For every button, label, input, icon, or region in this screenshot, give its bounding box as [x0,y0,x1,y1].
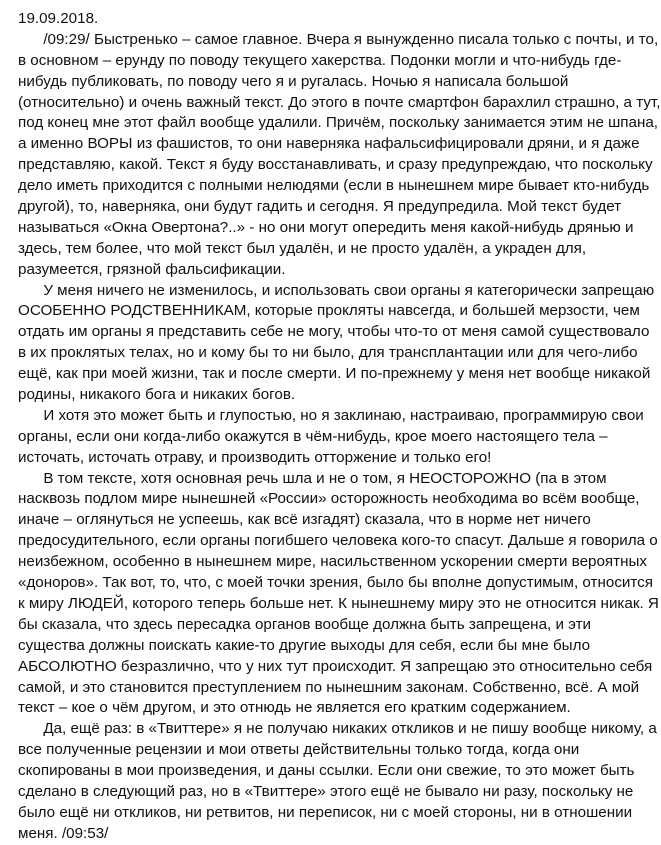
text-line: под конец мне этот файл вообще удалили. Причём, поскольку занимается этим не шпана, [18,114,659,132]
text-line: органы, если они когда-либо окажутся в чём-нибудь, крое моего настоящего тела – [18,427,608,445]
text-line: У меня ничего не изменилось, и использовать свои органы я категорически запрещаю [18,281,655,299]
text-line: в их проклятых телах, но и кому бы то ни было, для трансплантации или для чего-либо [18,344,638,362]
text-line: скопированы в мои произведения, и даны ссылки. Если они свежие, то это может быть [18,762,635,780]
text-line: дело иметь приходится с полными нелюдями (если в нынешнем мире бывает кто-нибудь [18,177,650,195]
text-line: нибудь публиковать, по поводу чего я и ругалась. Ночью я написала большой [18,72,569,90]
text-line: насквозь подлом мире нынешней «России» осторожность необходима во всём вообще, [18,490,640,508]
text-line: «доноров». Так вот, то, что, с моей точки зрения, было бы вполне допустимым, относится [18,574,653,592]
text-line: сделано в следующий раз, но в «Твиттере» этого ещё не бывало ни разу, поскольку не [18,782,634,800]
text-lines [18,30,661,845]
text-line: /09:29/ Быстренько – самое главное. Вчера я вынужденно писала только с почты, и то, [18,30,659,48]
text-line: предосудительного, если органы погибшего человека кого-то спасут. Дальше я говорила о [18,532,658,550]
text-line: к миру ЛЮДЕЙ, которого теперь больше нет. К нынешнему миру это не относится никак. Я [18,594,659,612]
text-line: существа должны поискать какие-то другие выходы для себя, если бы мне было [18,636,591,654]
text-line: источать, источать отраву, и производить отторжение и только его! [18,448,492,466]
text-line: текст – кое о чём другом, и это отнюдь не является его кратким содержанием. [18,699,571,717]
text-line: Да, ещё раз: в «Твиттере» я не получаю никаких откликов и не пишу вообще никому, а [18,720,657,738]
text-line: (относительно) и очень важный текст. До этого в почте смартфон барахлил страшно, а тут, [18,93,661,111]
text-line: представляю, какой. Текст я буду восстанавливать, и сразу предупреждаю, что поскольку [18,156,653,174]
text-line: все полученные рецензии и мои ответы действительны только тогда, когда они [18,741,580,759]
text-line: бы сказала, что здесь пересадка органов вообще должна быть запрещена, и эти [18,615,592,633]
text-line: меня. /09:53/ [18,824,109,842]
text-line: ОСОБЕННО РОДСТВЕННИКАМ, которые прокляты навсегда, и большей мерзости, чем [18,302,640,320]
text-line: здесь, тем более, что мой текст был удалён, и не просто удалён, а украден для, [18,239,587,257]
text-line: иначе – оглянуться не успеешь, как всё изгадят) сказала, что в норме нет ничего [18,511,591,529]
text-line: а именно ВОРЫ из фашистов, то они наверняка нафальсифицировали дряни, и я даже [18,135,640,153]
text-line: И хотя это может быть и глупостью, но я заклинаю, настраиваю, программирую свои [18,406,644,424]
text-line: самой, и это становится преступлением по нынешним законам. Собственно, всё. А мой [18,678,640,696]
text-line: в основном – ерунду по поводу текущего хакерства. Подонки могли и что-нибудь где- [18,51,622,69]
text-line: неизбежном, особенно в нынешнем мире, насильственном ускорении смерти вероятных [18,553,647,571]
text-line: АБСОЛЮТНО безразлично, что у них тут происходит. Я запрещаю это относительно себя [18,657,653,675]
document-date: 19.09.2018. [18,10,99,27]
text-line: родины, никакого бога и никаких богов. [18,386,296,404]
text-line: называться «Окна Овертона?..» - но они могут опередить меня какой-нибудь дрянью и [18,218,634,236]
text-line: В том тексте, хотя основная речь шла и не о том, я НЕОСТОРОЖНО (па в этом [18,469,607,487]
text-line: другой), то, наверняка, они будут гадить и сегодня. Я предупредила. Мой текст будет [18,198,622,216]
text-line: отдать им органы я представить себе не могу, чтобы что-то от меня самой существовало [18,323,650,341]
text-line: было ещё ни откликов, ни ретвитов, ни переписок, ни с моей стороны, ни в отношении [18,803,633,821]
text-line: разумеется, грязной фальсификации. [18,260,286,278]
document-body [18,9,661,845]
text-line: ещё, как при моей жизни, так и после смерти. И по-прежнему у меня нет вообще никакой [18,365,651,383]
